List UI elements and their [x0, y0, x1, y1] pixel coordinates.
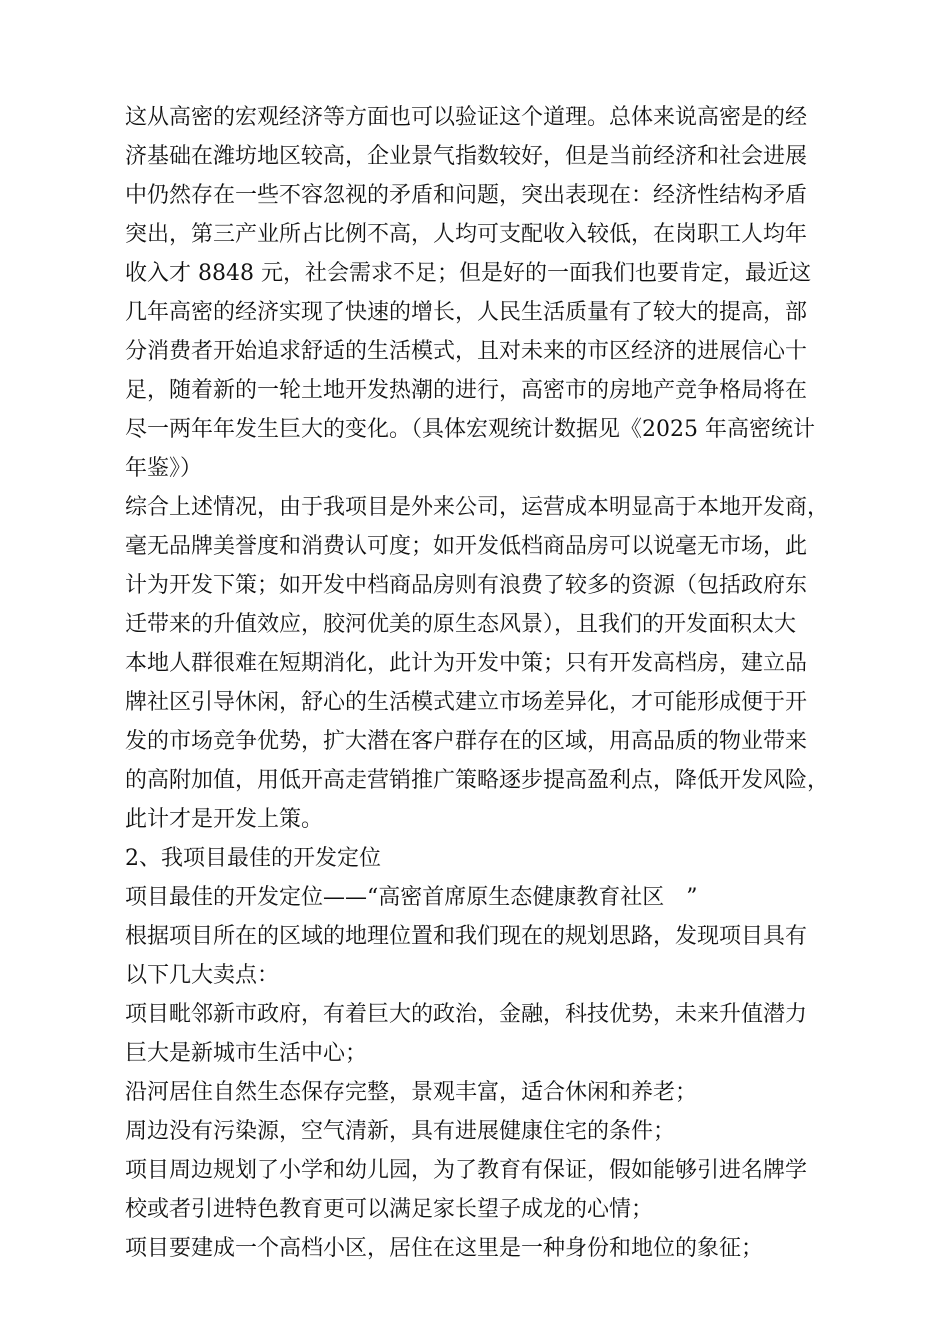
text-line: 足，随着新的一轮土地开发热潮的进行，高密市的房地产竞争格局将在 — [125, 378, 808, 403]
text-line: 突出，第三产业所占比例不高，人均可支配收入较低，在岗职工人均年 — [125, 222, 808, 247]
text-line: 以下几大卖点： — [125, 963, 280, 988]
text-line: 巨大是新城市生活中心； — [125, 1041, 368, 1066]
text-line: 根据项目所在的区域的地理位置和我们现在的规划思路，发现项目具有 — [125, 924, 808, 949]
text-line: 本地人群很难在短期消化，此计为开发中策；只有开发高档房，建立品 — [125, 651, 808, 676]
text-line: 迁带来的升值效应，胶河优美的原生态风景），且我们的开发面积太大 — [125, 612, 797, 637]
text-line: 此计才是开发上策。 — [125, 807, 324, 832]
text-line: 项目毗邻新市政府，有着巨大的政治，金融，科技优势，未来升值潜力 — [125, 1002, 808, 1027]
text-line: 沿河居住自然生态保存完整，景观丰富，适合休闲和养老； — [125, 1080, 698, 1105]
text-line: 年鉴》） — [125, 456, 203, 481]
section-heading: 2、我项目最佳的开发定位 — [125, 846, 381, 871]
text-line: 牌社区引导休闲，舒心的生活模式建立市场差异化，才可能形成便于开 — [125, 690, 808, 715]
text-line: 计为开发下策；如开发中档商品房则有浪费了较多的资源（包括政府东 — [125, 573, 808, 598]
text-line: 济基础在潍坊地区较高，企业景气指数较好，但是当前经济和社会进展 — [125, 144, 808, 169]
text-line: 收入才 8848 元，社会需求不足；但是好的一面我们也要肯定，最近这 — [125, 261, 811, 286]
text-line: 项目要建成一个高档小区，居住在这里是一种身份和地位的象征； — [125, 1236, 764, 1261]
text-line: 这从高密的宏观经济等方面也可以验证这个道理。总体来说高密是的经 — [125, 105, 808, 130]
text-line: 项目最佳的开发定位——“高密首席原生态健康教育社区 ” — [125, 885, 698, 910]
text-line: 项目周边规划了小学和幼儿园，为了教育有保证，假如能够引进名牌学 — [125, 1158, 808, 1183]
text-line: 校或者引进特色教育更可以满足家长望子成龙的心情； — [125, 1197, 654, 1222]
text-line: 综合上述情况，由于我项目是外来公司，运营成本明显高于本地开发商， — [125, 495, 830, 520]
text-line: 发的市场竞争优势，扩大潜在客户群存在的区域，用高品质的物业带来 — [125, 729, 808, 754]
text-line: 尽一两年年发生巨大的变化。（具体宏观统计数据见《2025 年高密统计 — [125, 417, 815, 442]
text-line: 中仍然存在一些不容忽视的矛盾和问题，突出表现在：经济性结构矛盾 — [125, 183, 808, 208]
text-line: 毫无品牌美誉度和消费认可度；如开发低档商品房可以说毫无市场，此 — [125, 534, 808, 559]
text-line: 几年高密的经济实现了快速的增长，人民生活质量有了较大的提高，部 — [125, 300, 808, 325]
document-body — [125, 98, 830, 1268]
text-line: 的高附加值，用低开高走营销推广策略逐步提高盈利点，降低开发风险， — [125, 768, 830, 793]
text-line: 周边没有污染源，空气清新，具有进展健康住宅的条件； — [125, 1119, 676, 1144]
text-line: 分消费者开始追求舒适的生活模式，且对未来的市区经济的进展信心十 — [125, 339, 808, 364]
